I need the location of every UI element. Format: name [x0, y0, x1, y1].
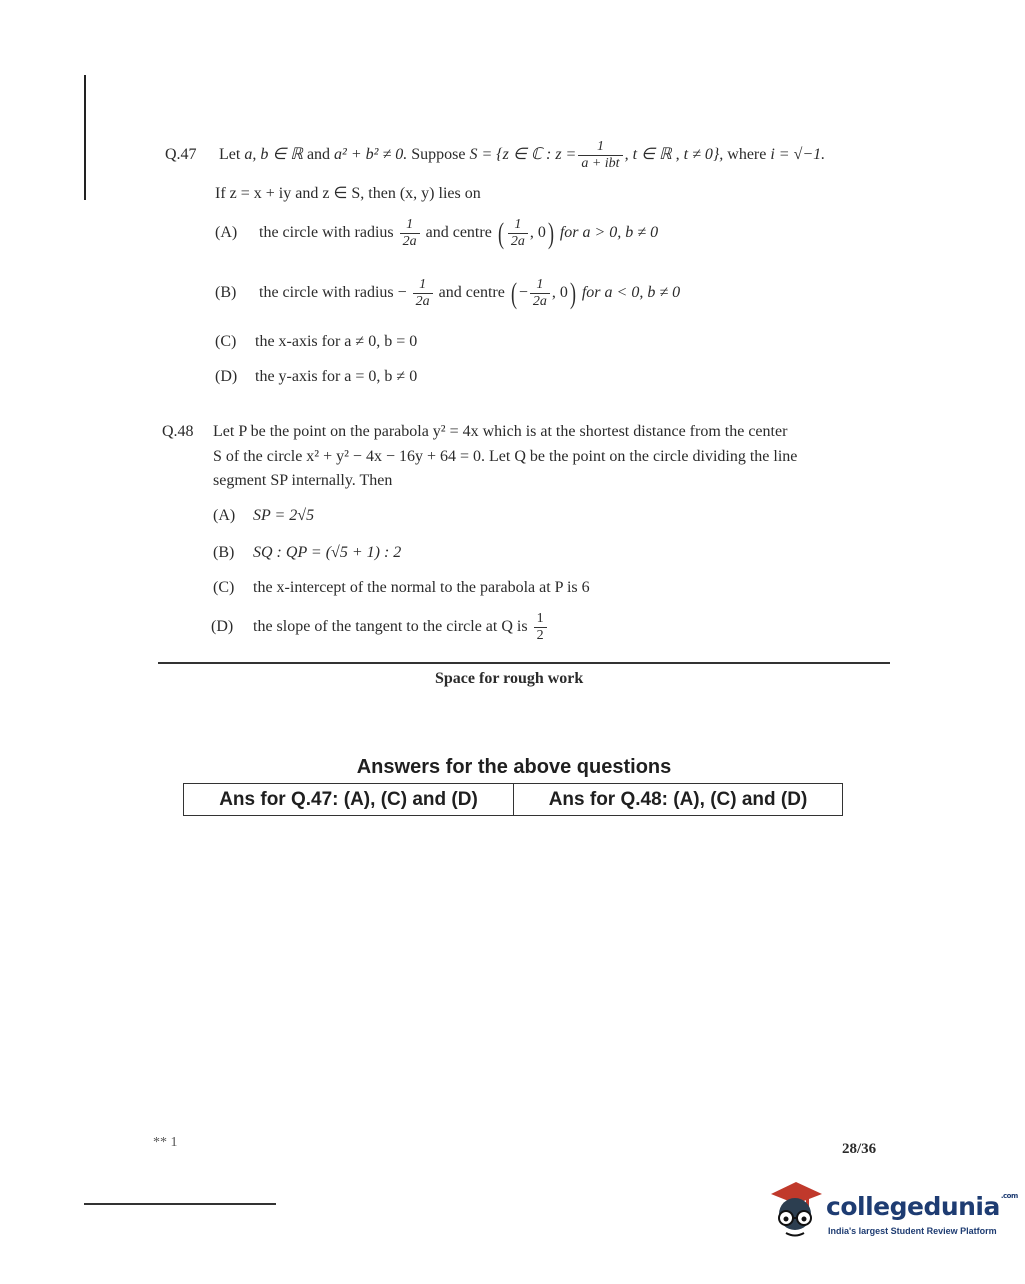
page-number: 28/36 [842, 1141, 877, 1157]
q47-option-c: (C) the x-axis for a ≠ 0, b = 0 [215, 333, 418, 350]
answer-q48: Ans for Q.48: (A), (C) and (D) [548, 789, 808, 810]
logo-tagline: India's largest Student Review Platform [828, 1226, 997, 1236]
margin-bar [84, 75, 86, 200]
set-definition: S = {z ∈ ℂ : z = [469, 146, 577, 164]
q48-option-b: (B) SQ : QP = (√5 + 1) : 2 [213, 544, 402, 561]
answers-title: Answers for the above questions [356, 756, 672, 778]
q47-line2: If z = x + iy and z ∈ S, then (x, y) lies on [215, 185, 481, 202]
footer-rule [84, 1203, 276, 1205]
q48-number: Q.48 [162, 423, 194, 440]
q48-line3: segment SP internally. Then [213, 472, 393, 489]
q48-line2: S of the circle x² + y² − 4x − 16y + 64 = 0. Let Q be the point on the circle dividing the line [213, 448, 798, 465]
mascot-icon [766, 1178, 824, 1240]
q47-number: Q.47 [165, 146, 197, 164]
q48-option-d: (D) the slope of the tangent to the circle at Q is $\frac{1}{2}$ [211, 612, 549, 643]
q48-option-c: (C) the x-intercept of the normal to the parabola at P is 6 [213, 579, 590, 596]
footer-mark: ** 1 [153, 1135, 178, 1150]
section-divider [158, 662, 890, 664]
logo-suffix: .com [1000, 1192, 1018, 1200]
collegedunia-logo [766, 1178, 1018, 1248]
q48-line1: Let P be the point on the parabola y² = 4x which is at the shortest distance from the center [213, 423, 788, 440]
answer-q47: Ans for Q.47: (A), (C) and (D) [184, 784, 514, 815]
q47-option-a: (A) the circle with radius $\frac{1}{2a}$ and centre ( $\frac{1}{2a}$ , 0) for a > 0, b ≠ 0 [215, 216, 659, 250]
q47-option-d: (D) the y-axis for a = 0, b ≠ 0 [215, 368, 418, 385]
answers-box [183, 783, 843, 816]
set-fraction: $\frac{1}{\text{a + ibt}}$ [578, 140, 622, 171]
logo-name: collegedunia$^{.com}$ [826, 1192, 1018, 1221]
rough-work-label: Space for rough work [435, 670, 584, 687]
q47-line1: Q.47 Let a, b ∈ ℝ and a² + b² ≠ 0. Suppose S = {z ∈ ℂ : z = $\frac{1}{\text{a + ibt}}$ , t ∈ ℝ , t ≠ 0}, where i = √−1. [165, 139, 826, 171]
q47-option-b: (B) the circle with radius − $\frac{1}{2a}$ and centre ( − $\frac{1}{2a}$ , 0) for a < 0, b ≠ 0 [215, 276, 681, 310]
q48-option-a: (A) SP = 2√5 [213, 507, 315, 524]
